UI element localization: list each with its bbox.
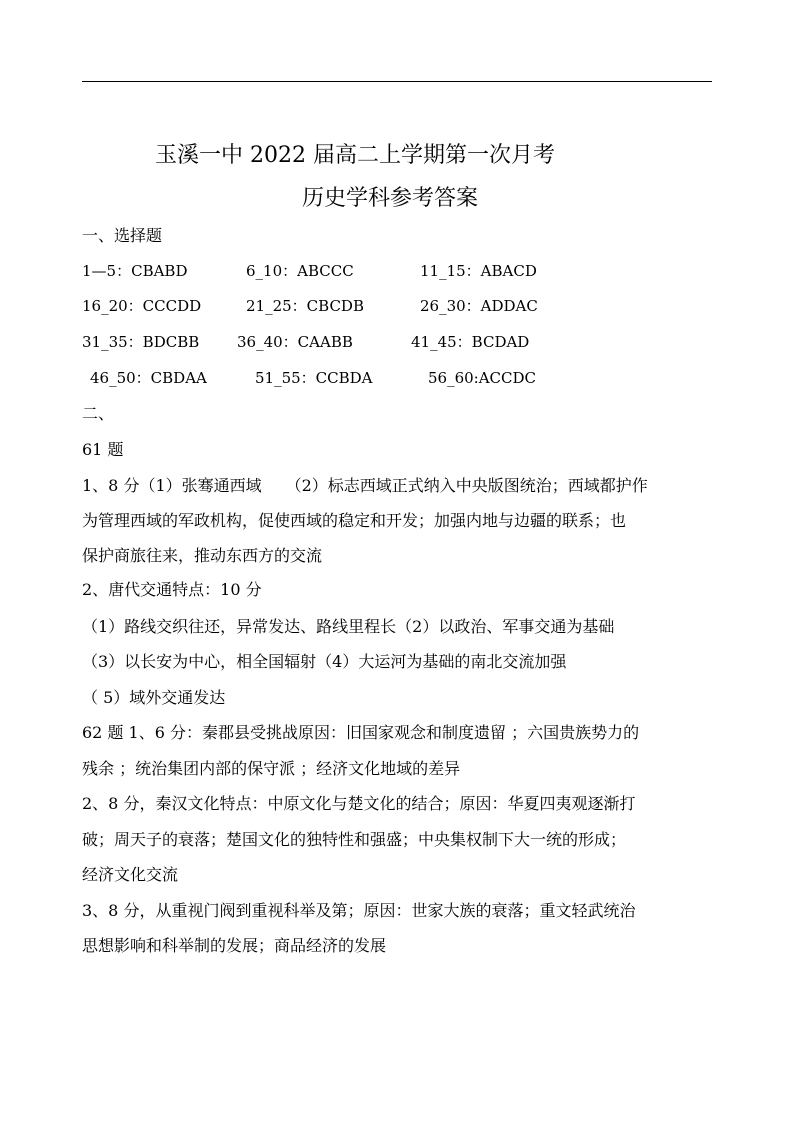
answer-group: 46_50：CBDAA xyxy=(90,369,207,387)
q62-answer-line: 破；周天子的衰落；楚国文化的独特性和强盛；中央集权制下大一统的形成； xyxy=(82,830,627,849)
answer-group: 31_35：BDCBB xyxy=(82,333,200,351)
answer-group: 36_40：CAABB xyxy=(237,333,353,351)
header-rule xyxy=(82,81,712,82)
answer-group: 6_10：ABCCC xyxy=(246,262,354,280)
answer-group: 41_45：BCDAD xyxy=(411,333,530,351)
q61-answer-line: 为管理西域的军政机构，促使西域的稳定和开发；加强内地与边疆的联系；也 xyxy=(82,511,627,530)
q62-answer-line: 62 题 1、6 分：秦郡县受挑战原因：旧国家观念和制度遗留 ；六国贵族势力的 xyxy=(82,723,640,742)
answer-group: 21_25：CBCDB xyxy=(246,297,364,315)
answer-group: 11_15：ABACD xyxy=(420,262,537,280)
section-heading-2: 二、 xyxy=(82,404,115,423)
answer-group: 56_60:ACCDC xyxy=(428,369,537,387)
q61-answer-line: （3）以长安为中心，相全国辐射（4）大运河为基础的南北交流加强 xyxy=(82,652,567,671)
q61-answer-line: （1）路线交织往还，异常发达、路线里程长（2）以政治、军事交通为基础 xyxy=(82,617,615,636)
question-61-title: 61 题 xyxy=(82,440,124,459)
document-title: 玉溪一中 2022 届高二上学期第一次月考 xyxy=(155,143,555,168)
answer-group: 16_20：CCCDD xyxy=(82,297,202,315)
q62-answer-line: 2、8 分，秦汉文化特点：中原文化与楚文化的结合；原因：华夏四夷观逐渐打 xyxy=(82,794,636,813)
q62-answer-line: 残余 ；统治集团内部的保守派 ；经济文化地域的差异 xyxy=(82,759,461,778)
q61-answer-line: 1、8 分（1）张骞通西域 （2）标志西域正式纳入中央版图统治；西域都护作 xyxy=(82,476,648,495)
document-subtitle: 历史学科参考答案 xyxy=(302,186,479,211)
q62-answer-line: 3、8 分，从重视门阀到重视科举及第；原因：世家大族的衰落；重文轻武统治 xyxy=(82,901,636,920)
q61-answer-line: 保护商旅往来，推动东西方的交流 xyxy=(82,546,323,565)
answer-group: 51_55：CCBDA xyxy=(255,369,373,387)
answer-group: 1—5：CBABD xyxy=(82,262,188,280)
q61-answer-line: （ 5）域外交通发达 xyxy=(82,688,226,707)
answer-group: 26_30：ADDAC xyxy=(420,297,538,315)
q62-answer-line: 思想影响和科举制的发展；商品经济的发展 xyxy=(82,936,387,955)
section-heading-choice: 一、选择题 xyxy=(82,226,163,245)
q62-answer-line: 经济文化交流 xyxy=(82,865,179,884)
q61-answer-line: 2、唐代交通特点：10 分 xyxy=(82,580,262,599)
